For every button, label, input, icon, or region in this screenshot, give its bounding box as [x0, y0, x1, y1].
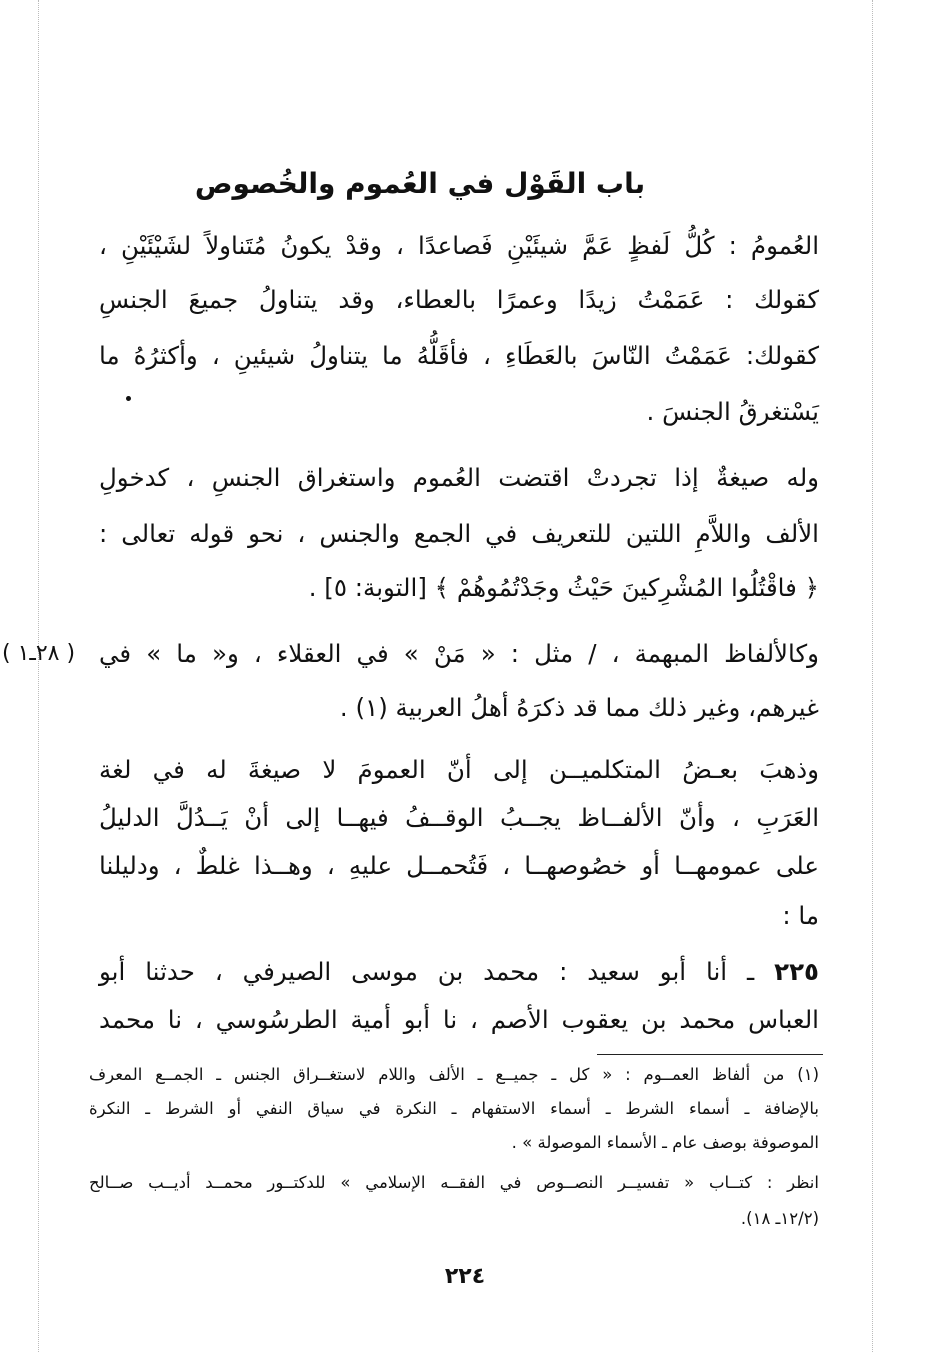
margin-reference: ( ٢٨ـ١ ) — [2, 641, 76, 666]
footnote-separator — [597, 1054, 823, 1055]
dot-mark — [126, 396, 131, 401]
body-line-6: الألف واللاَّمِ اللتين للتعريف في الجمع والجنس ، نحو قوله تعالى : — [99, 519, 819, 548]
body-line-5: وله صيغةٌ إذا تجردتْ اقتضت العُموم واستغراق الجنسِ ، كدخولِ — [99, 463, 819, 492]
quran-verse-line: ﴿ فاقْتُلُوا المُشْرِكينَ حَيْثُ وجَدْتُمُوهُمْ ﴾ [التوبة: ٥] . — [308, 573, 819, 602]
chapter-title: باب القَوْل في العُموم والخُصوص — [194, 167, 646, 200]
scan-guide-left — [38, 0, 39, 1352]
scan-guide-right — [872, 0, 873, 1352]
body-line-9: غيرهم، وغير ذلك مما قد ذكرَهُ أهلُ العربية (١) . — [339, 693, 819, 722]
body-line-10: وذهبَ بعـضُ المتكلميــن إلى أنّ العمومَ لا صيغةَ له في لغة — [99, 755, 819, 784]
body-line-8: وكالألفاظ المبهمة ، / مثل : « مَنْ » في العقلاء ، و« ما » في — [99, 639, 819, 668]
hadith-line-2: العباس محمد بن يعقوب الأصم ، نا أبو أمية الطرسُوسي ، نا محمد — [99, 1005, 819, 1034]
footnote-line-5: (١٢/٢ـ ١٨). — [740, 1209, 819, 1228]
body-line-13: ما : — [782, 901, 819, 930]
page-number: ٢٢٤ — [444, 1264, 486, 1289]
body-line-3: كقولك: عَمَمْتُ النّاسَ بالعَطَاءِ ، فأقَلُّهُ ما يتناولُ شيئينِ ، وأكثرُهُ ما — [99, 341, 819, 370]
footnote-line-1: (١) من ألفاظ العمــوم : « كل ـ جميــع ـ الألف واللام لاستغــراق الجنس ـ الجمــع المعرف — [89, 1065, 819, 1084]
body-line-1: العُمومُ : كُلُّ لَفظٍ عَمَّ شيئَيْنِ فَصاعدًا ، وقدْ يكونُ مُتَناولاً لشَيْئَيْنِ ، — [99, 231, 819, 260]
footnote-line-2: بالإضافة ـ أسماء الشرط ـ أسماء الاستفهام ـ النكرة في سياق النفي أو الشرط ـ النكرة — [89, 1099, 819, 1118]
hadith-line-1-text: ـ أنا أبو سعيد : محمد بن موسى الصيرفي ، حدثنا أبو — [99, 957, 755, 986]
hadith-number: ٢٢٥ — [774, 957, 819, 986]
hadith-line-1 — [99, 954, 819, 990]
body-line-11: العَرَبِ ، وأنّ الألفــاظ يجــبُ الوقــفُ فيهــا إلى أنْ يَــدُلَّ الدليلُ — [99, 803, 819, 832]
body-line-4: يَسْتغرقُ الجنسَ . — [646, 397, 819, 426]
body-line-2: كقولك : عَمَمْتُ زيدًا وعمرًا بالعطاء، وقد يتناولُ جميعَ الجنسِ — [99, 285, 819, 314]
footnote-line-4: انظر : كتــاب « تفسيــر النصــوص في الفقــه الإسلامي » للدكتــور محمــد أديــب صــالح — [89, 1173, 819, 1192]
footnote-line-3: الموصوفة بوصف عام ـ الأسماء الموصولة » . — [511, 1133, 819, 1152]
body-line-12: على عمومهــا أو خصُوصهــا ، فَتُحمــل عليهِ ، وهــذا غلطٌ ، ودليلنا — [99, 851, 819, 880]
